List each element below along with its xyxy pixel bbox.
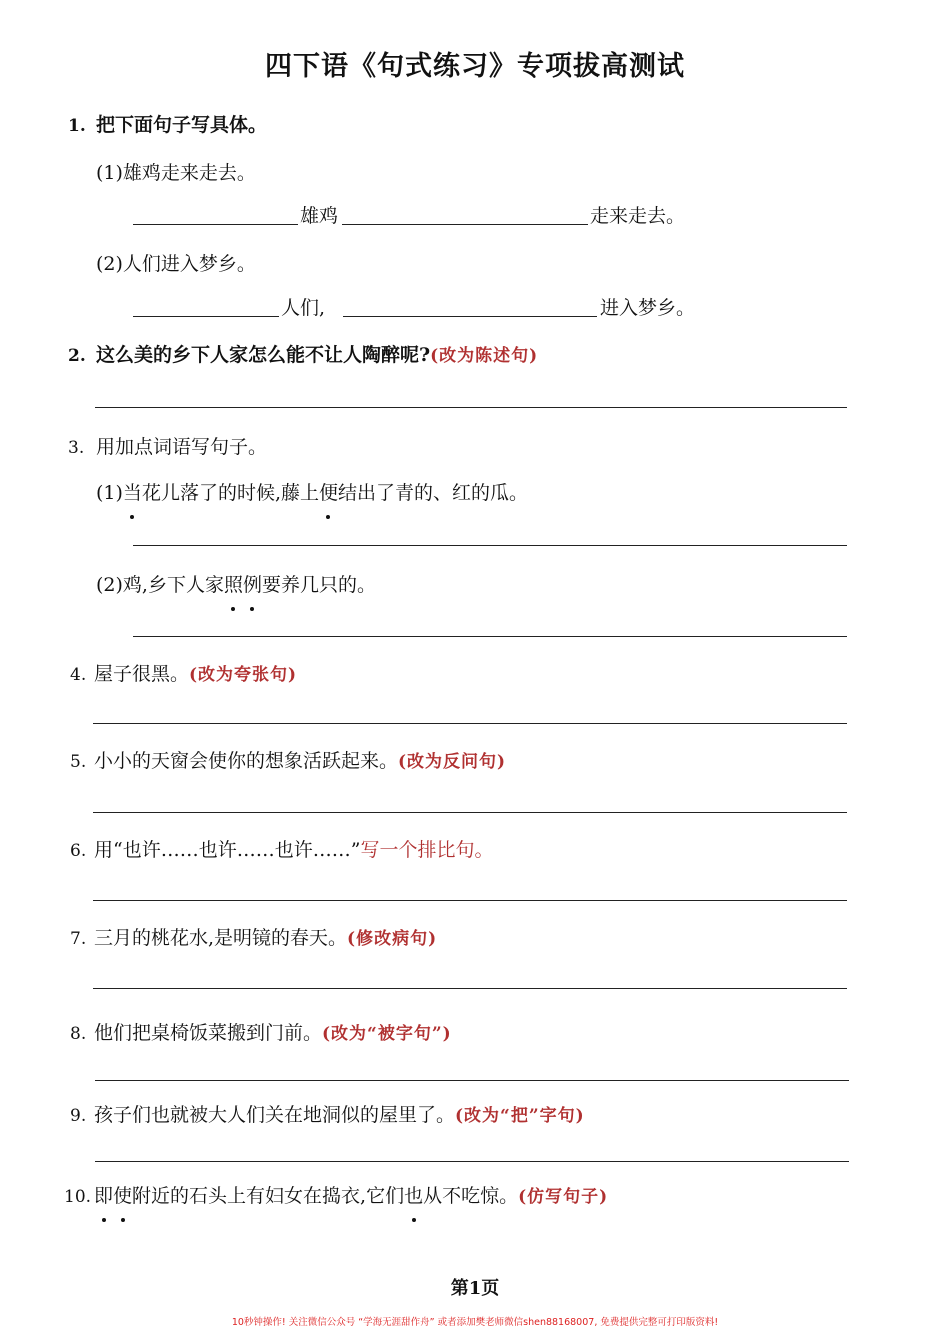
sub-text: 人们进入梦乡。 (122, 253, 256, 275)
question-text: 孩子们也就被大人们关在地洞似的屋里了。 (94, 1104, 456, 1126)
instruction-note: (改为“把”字句) (455, 1106, 585, 1126)
answer-line[interactable] (95, 407, 847, 408)
sub-question-1-1 (96, 158, 256, 185)
answer-blank[interactable] (343, 316, 597, 317)
dotted-word: 也 (404, 1181, 423, 1208)
question-6 (70, 835, 493, 862)
question-text: 他们把桌椅饭菜搬到门前。 (94, 1022, 323, 1044)
instruction-note: (仿写句子) (518, 1187, 609, 1207)
dotted-word: 即 (94, 1181, 113, 1208)
answer-blank[interactable] (133, 316, 279, 317)
question-3 (68, 432, 267, 459)
dotted-word: 便 (319, 478, 338, 505)
sub-text: 要养几只的。 (262, 574, 377, 596)
question-text: 把下面句子写具体。 (96, 114, 268, 136)
dotted-word: 使 (113, 1181, 132, 1208)
promo-note: 10秒钟操作! 关注微信公众号 “学海无涯甜作舟” 或者添加樊老师微信shen88168007, 免费提供完整可打印版资料! (231, 1317, 719, 1328)
question-number: 2. (68, 346, 86, 366)
question-number: 10. (64, 1187, 92, 1207)
sub-label: (2) (96, 574, 123, 596)
question-number: 3. (68, 438, 85, 458)
question-2 (68, 340, 538, 367)
sub-question-1-2 (96, 249, 256, 276)
question-8 (70, 1018, 452, 1045)
question-1 (68, 110, 267, 137)
dotted-word: 例 (243, 570, 262, 597)
instruction-note: (改为反问句) (398, 752, 507, 772)
fill-word: 走来走去。 (590, 205, 686, 227)
fill-word: 人们, (281, 297, 326, 319)
question-text: 附近的石头上有妇女在捣衣,它们 (132, 1185, 405, 1207)
sub-label: (2) (96, 253, 123, 275)
question-text: 用加点词语写句子。 (96, 436, 268, 458)
instruction-note: (改为陈述句) (430, 346, 539, 366)
question-number: 6. (70, 841, 87, 861)
question-text: 用“也许……也许……也许……” (94, 839, 361, 861)
question-text: 从不吃惊。 (423, 1185, 519, 1207)
answer-blank[interactable] (133, 224, 298, 225)
question-4 (70, 659, 297, 686)
question-7 (70, 923, 437, 950)
sub-text: 结出了青的、红的瓜。 (338, 482, 529, 504)
answer-line[interactable] (95, 1080, 849, 1081)
sub-text: 鸡,乡下人家 (122, 574, 224, 596)
question-text: 小小的天窗会使你的想象活跃起来。 (94, 750, 399, 772)
question-5 (70, 746, 506, 773)
sub-label: (1) (96, 162, 123, 184)
sub-question-3-1 (96, 478, 528, 505)
question-number: 9. (70, 1106, 87, 1126)
dotted-word: 照 (224, 570, 243, 597)
page-title: 四下语《句式练习》专项拔高测试 (265, 51, 685, 82)
answer-line[interactable] (133, 545, 847, 546)
dotted-word: 当 (123, 478, 142, 505)
question-text: 三月的桃花水,是明镜的春天。 (94, 927, 348, 949)
answer-line[interactable] (133, 636, 847, 637)
answer-line[interactable] (93, 988, 847, 989)
sub-question-3-2 (96, 570, 376, 597)
question-number: 8. (70, 1024, 87, 1044)
instruction-note: (改为夸张句) (189, 665, 298, 685)
question-number: 1. (68, 116, 86, 136)
question-number: 7. (70, 929, 87, 949)
answer-line[interactable] (93, 812, 847, 813)
question-number: 5. (70, 752, 87, 772)
sub-label: (1) (96, 482, 123, 504)
question-number: 4. (70, 665, 87, 685)
question-10 (64, 1181, 608, 1208)
fill-word: 进入梦乡。 (600, 297, 696, 319)
question-text: 屋子很黑。 (94, 663, 190, 685)
answer-line[interactable] (93, 723, 847, 724)
page-number: 第1页 (450, 1278, 500, 1299)
question-text: 这么美的乡下人家怎么能不让人陶醉呢? (96, 344, 431, 366)
instruction-note: 写一个排比句。 (360, 839, 494, 861)
answer-line[interactable] (95, 1161, 849, 1162)
question-9 (70, 1100, 585, 1127)
answer-blank[interactable] (342, 224, 588, 225)
sub-text: 雄鸡走来走去。 (122, 162, 256, 184)
fill-word: 雄鸡 (300, 205, 339, 227)
instruction-note: (改为“被字句”) (322, 1024, 452, 1044)
instruction-note: (修改病句) (347, 929, 438, 949)
answer-line[interactable] (93, 900, 847, 901)
sub-text: 花儿落了的时候,藤上 (141, 482, 319, 504)
